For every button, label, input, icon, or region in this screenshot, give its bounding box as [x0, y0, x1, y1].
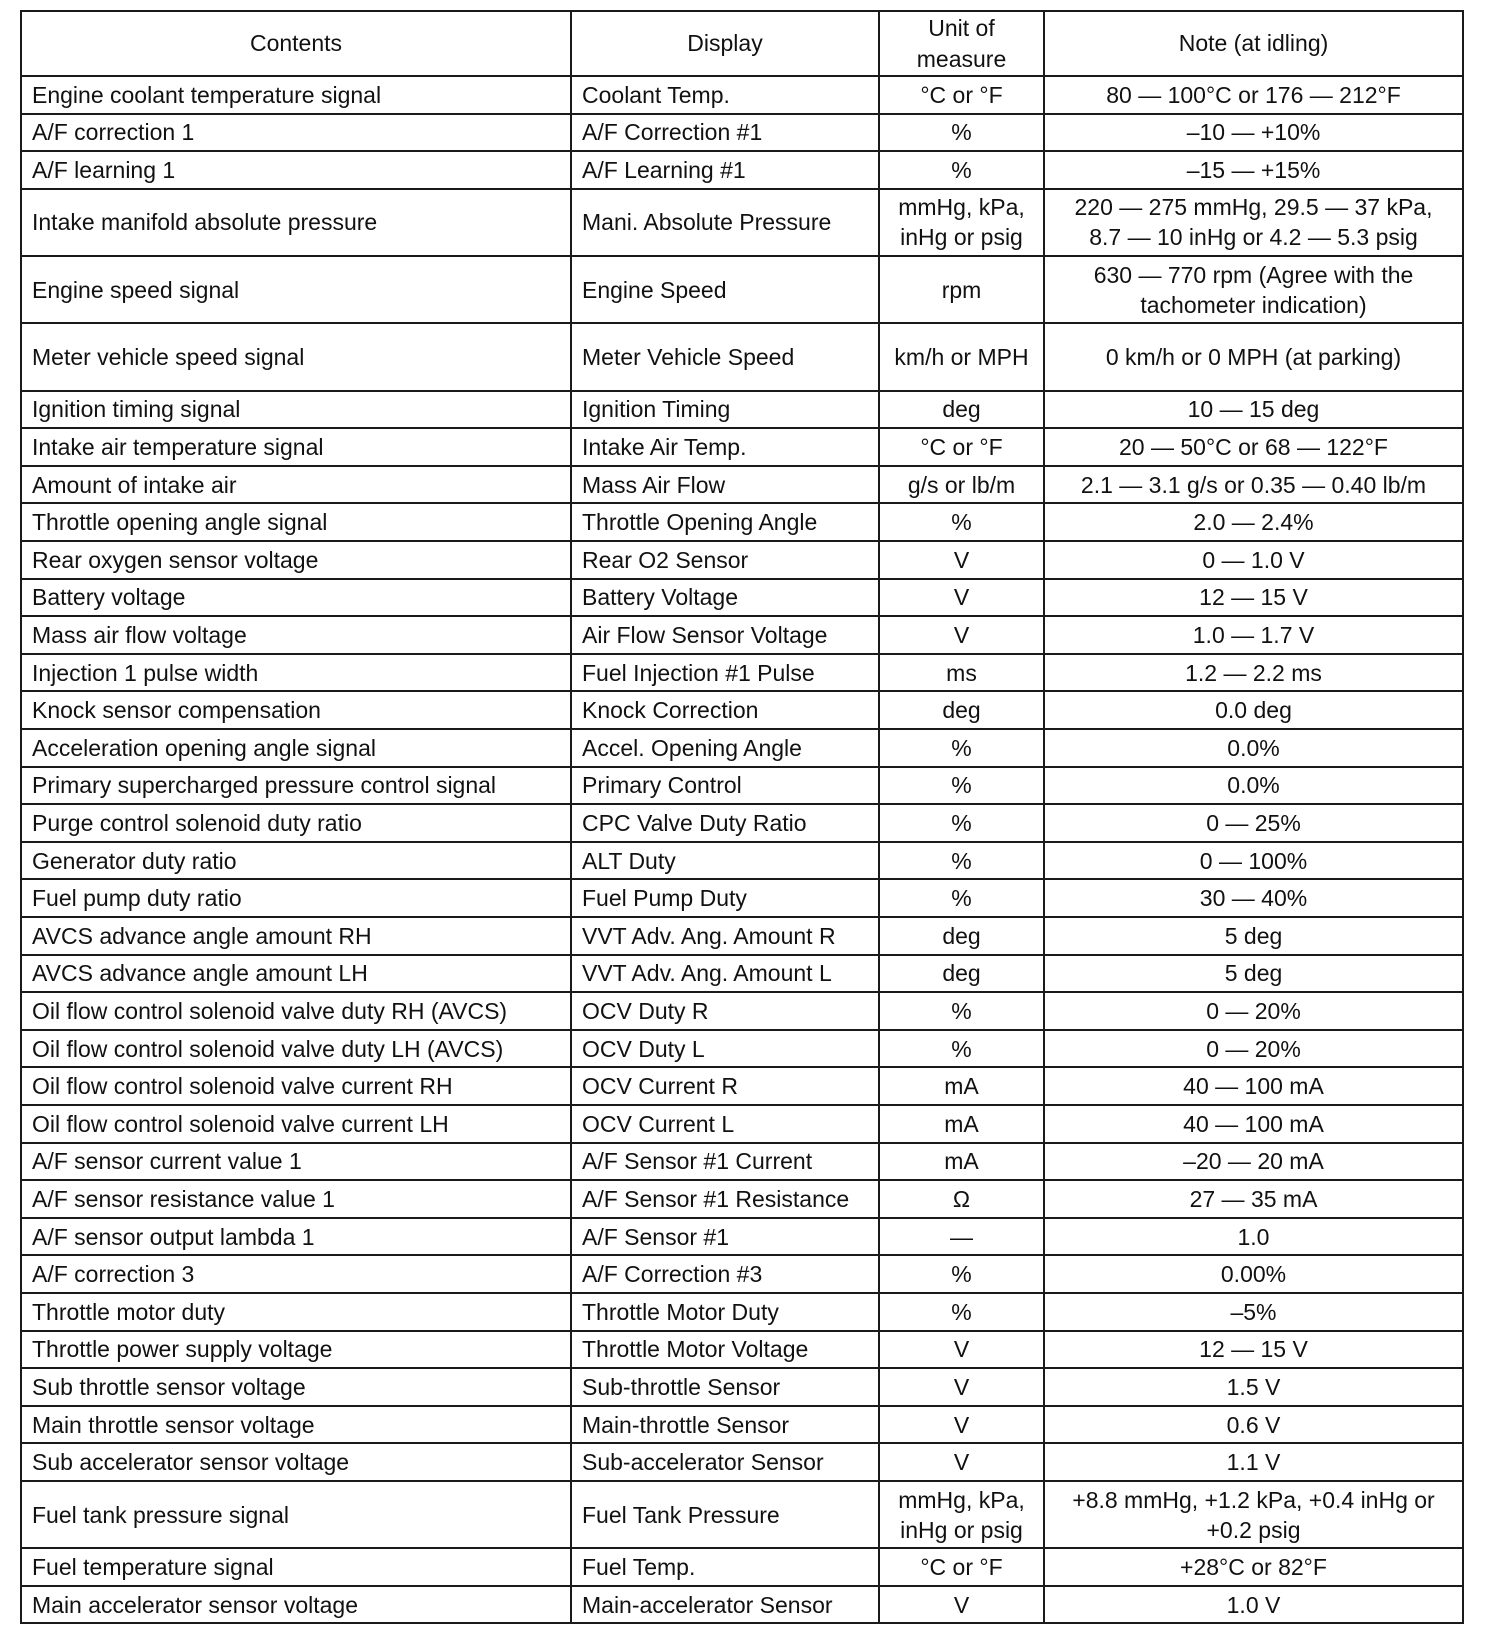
cell-contents: Sub throttle sensor voltage	[21, 1368, 571, 1406]
table-row	[21, 879, 1463, 917]
table-row	[21, 729, 1463, 767]
cell-unit: V	[879, 1443, 1044, 1481]
table-row	[21, 1293, 1463, 1331]
cell-display: OCV Duty L	[571, 1030, 879, 1068]
cell-unit: V	[879, 1368, 1044, 1406]
cell-contents: Injection 1 pulse width	[21, 654, 571, 692]
table-row	[21, 1586, 1463, 1624]
cell-note: 0 — 1.0 V	[1044, 541, 1463, 579]
cell-display: Fuel Injection #1 Pulse	[571, 654, 879, 692]
cell-contents: Throttle opening angle signal	[21, 503, 571, 541]
cell-note: 0 — 100%	[1044, 842, 1463, 880]
header-display: Display	[571, 11, 879, 76]
cell-unit: mA	[879, 1067, 1044, 1105]
cell-contents: Primary supercharged pressure control signal	[21, 767, 571, 805]
cell-unit: %	[879, 1030, 1044, 1068]
cell-contents: Mass air flow voltage	[21, 616, 571, 654]
cell-contents: Oil flow control solenoid valve current LH	[21, 1105, 571, 1143]
cell-display: OCV Current L	[571, 1105, 879, 1143]
table-row	[21, 256, 1463, 323]
cell-unit: %	[879, 804, 1044, 842]
table-row	[21, 541, 1463, 579]
cell-unit: V	[879, 616, 1044, 654]
cell-note: 10 — 15 deg	[1044, 391, 1463, 429]
cell-note: 12 — 15 V	[1044, 579, 1463, 617]
cell-unit: rpm	[879, 256, 1044, 323]
table-row	[21, 151, 1463, 189]
cell-contents: Purge control solenoid duty ratio	[21, 804, 571, 842]
cell-contents: Engine coolant temperature signal	[21, 76, 571, 114]
cell-note: 5 deg	[1044, 917, 1463, 955]
table-row	[21, 391, 1463, 429]
table-row	[21, 616, 1463, 654]
cell-unit: %	[879, 503, 1044, 541]
cell-contents: Intake manifold absolute pressure	[21, 189, 571, 256]
table-row	[21, 114, 1463, 152]
data-monitor-spec-sheet	[20, 10, 1462, 1624]
cell-contents: Engine speed signal	[21, 256, 571, 323]
table-row	[21, 1481, 1463, 1548]
table-row	[21, 1331, 1463, 1369]
cell-note: 0 — 25%	[1044, 804, 1463, 842]
cell-contents: A/F learning 1	[21, 151, 571, 189]
table-row	[21, 1406, 1463, 1444]
cell-contents: Generator duty ratio	[21, 842, 571, 880]
cell-note: 1.1 V	[1044, 1443, 1463, 1481]
cell-note: 0.6 V	[1044, 1406, 1463, 1444]
data-monitor-table	[20, 10, 1464, 1624]
cell-contents: A/F correction 1	[21, 114, 571, 152]
cell-unit: %	[879, 767, 1044, 805]
cell-unit: mA	[879, 1105, 1044, 1143]
cell-note: 1.0 — 1.7 V	[1044, 616, 1463, 654]
table-header	[21, 11, 1463, 76]
table-row	[21, 955, 1463, 993]
cell-contents: Oil flow control solenoid valve duty LH (AVCS)	[21, 1030, 571, 1068]
cell-unit: %	[879, 992, 1044, 1030]
cell-note: 40 — 100 mA	[1044, 1105, 1463, 1143]
cell-display: Fuel Tank Pressure	[571, 1481, 879, 1548]
table-row	[21, 691, 1463, 729]
cell-note: 1.5 V	[1044, 1368, 1463, 1406]
cell-contents: Sub accelerator sensor voltage	[21, 1443, 571, 1481]
cell-display: Fuel Temp.	[571, 1548, 879, 1586]
cell-display: Battery Voltage	[571, 579, 879, 617]
cell-contents: Intake air temperature signal	[21, 428, 571, 466]
cell-unit: g/s or lb/m	[879, 466, 1044, 504]
cell-contents: A/F correction 3	[21, 1255, 571, 1293]
cell-unit: V	[879, 1586, 1044, 1624]
table-row	[21, 1180, 1463, 1218]
header-contents: Contents	[21, 11, 571, 76]
cell-display: A/F Sensor #1 Current	[571, 1143, 879, 1181]
cell-display: Fuel Pump Duty	[571, 879, 879, 917]
cell-display: Sub-accelerator Sensor	[571, 1443, 879, 1481]
cell-contents: Throttle motor duty	[21, 1293, 571, 1331]
cell-unit: deg	[879, 391, 1044, 429]
cell-contents: Amount of intake air	[21, 466, 571, 504]
cell-contents: AVCS advance angle amount RH	[21, 917, 571, 955]
cell-contents: Fuel tank pressure signal	[21, 1481, 571, 1548]
cell-contents: A/F sensor current value 1	[21, 1143, 571, 1181]
cell-unit: V	[879, 1406, 1044, 1444]
cell-contents: Oil flow control solenoid valve current RH	[21, 1067, 571, 1105]
cell-display: Mass Air Flow	[571, 466, 879, 504]
cell-display: Accel. Opening Angle	[571, 729, 879, 767]
cell-unit: —	[879, 1218, 1044, 1256]
cell-unit: Ω	[879, 1180, 1044, 1218]
cell-note: 0 km/h or 0 MPH (at parking)	[1044, 323, 1463, 390]
cell-note: 220 — 275 mmHg, 29.5 — 37 kPa, 8.7 — 10 inHg or 4.2 — 5.3 psig	[1044, 189, 1463, 256]
cell-contents: Throttle power supply voltage	[21, 1331, 571, 1369]
table-row	[21, 1105, 1463, 1143]
cell-contents: Fuel pump duty ratio	[21, 879, 571, 917]
cell-unit: °C or °F	[879, 1548, 1044, 1586]
table-row	[21, 992, 1463, 1030]
cell-display: OCV Current R	[571, 1067, 879, 1105]
cell-display: Primary Control	[571, 767, 879, 805]
table-row	[21, 1143, 1463, 1181]
cell-display: Main-accelerator Sensor	[571, 1586, 879, 1624]
cell-display: Air Flow Sensor Voltage	[571, 616, 879, 654]
table-row	[21, 1218, 1463, 1256]
header-row	[21, 11, 1463, 76]
cell-display: Intake Air Temp.	[571, 428, 879, 466]
cell-unit: deg	[879, 691, 1044, 729]
cell-display: Throttle Motor Voltage	[571, 1331, 879, 1369]
cell-unit: V	[879, 579, 1044, 617]
table-row	[21, 917, 1463, 955]
cell-display: OCV Duty R	[571, 992, 879, 1030]
table-row	[21, 1067, 1463, 1105]
table-row	[21, 1255, 1463, 1293]
cell-unit: °C or °F	[879, 428, 1044, 466]
cell-display: VVT Adv. Ang. Amount R	[571, 917, 879, 955]
table-row	[21, 654, 1463, 692]
cell-contents: A/F sensor output lambda 1	[21, 1218, 571, 1256]
cell-display: A/F Correction #1	[571, 114, 879, 152]
cell-contents: Acceleration opening angle signal	[21, 729, 571, 767]
cell-display: A/F Correction #3	[571, 1255, 879, 1293]
cell-note: 630 — 770 rpm (Agree with the tachometer indication)	[1044, 256, 1463, 323]
cell-unit: ms	[879, 654, 1044, 692]
cell-display: VVT Adv. Ang. Amount L	[571, 955, 879, 993]
cell-unit: V	[879, 1331, 1044, 1369]
cell-contents: AVCS advance angle amount LH	[21, 955, 571, 993]
cell-display: ALT Duty	[571, 842, 879, 880]
cell-contents: A/F sensor resistance value 1	[21, 1180, 571, 1218]
cell-contents: Main accelerator sensor voltage	[21, 1586, 571, 1624]
cell-note: 5 deg	[1044, 955, 1463, 993]
cell-unit: deg	[879, 917, 1044, 955]
cell-contents: Main throttle sensor voltage	[21, 1406, 571, 1444]
table-row	[21, 1548, 1463, 1586]
cell-note: 0.0%	[1044, 767, 1463, 805]
table-row	[21, 76, 1463, 114]
cell-note: 0.0 deg	[1044, 691, 1463, 729]
cell-contents: Rear oxygen sensor voltage	[21, 541, 571, 579]
table-row	[21, 428, 1463, 466]
cell-note: +28°C or 82°F	[1044, 1548, 1463, 1586]
cell-unit: %	[879, 729, 1044, 767]
cell-display: A/F Sensor #1	[571, 1218, 879, 1256]
cell-display: Throttle Opening Angle	[571, 503, 879, 541]
cell-unit: mA	[879, 1143, 1044, 1181]
cell-note: –5%	[1044, 1293, 1463, 1331]
cell-contents: Battery voltage	[21, 579, 571, 617]
table-row	[21, 1443, 1463, 1481]
cell-note: 0.0%	[1044, 729, 1463, 767]
table-row	[21, 579, 1463, 617]
cell-note: –15 — +15%	[1044, 151, 1463, 189]
cell-note: –20 — 20 mA	[1044, 1143, 1463, 1181]
cell-display: Mani. Absolute Pressure	[571, 189, 879, 256]
cell-unit: %	[879, 879, 1044, 917]
cell-note: 0 — 20%	[1044, 992, 1463, 1030]
cell-note: 1.0	[1044, 1218, 1463, 1256]
cell-contents: Oil flow control solenoid valve duty RH (AVCS)	[21, 992, 571, 1030]
cell-display: Meter Vehicle Speed	[571, 323, 879, 390]
cell-note: 1.0 V	[1044, 1586, 1463, 1624]
cell-unit: km/h or MPH	[879, 323, 1044, 390]
cell-note: 1.2 — 2.2 ms	[1044, 654, 1463, 692]
cell-contents: Knock sensor compensation	[21, 691, 571, 729]
cell-note: +8.8 mmHg, +1.2 kPa, +0.4 inHg or +0.2 psig	[1044, 1481, 1463, 1548]
cell-display: A/F Learning #1	[571, 151, 879, 189]
table-row	[21, 804, 1463, 842]
cell-note: 27 — 35 mA	[1044, 1180, 1463, 1218]
table-row	[21, 767, 1463, 805]
cell-unit: deg	[879, 955, 1044, 993]
table-row	[21, 189, 1463, 256]
table-row	[21, 1368, 1463, 1406]
cell-note: 80 — 100°C or 176 — 212°F	[1044, 76, 1463, 114]
cell-note: 12 — 15 V	[1044, 1331, 1463, 1369]
table-row	[21, 323, 1463, 390]
cell-display: A/F Sensor #1 Resistance	[571, 1180, 879, 1218]
header-note: Note (at idling)	[1044, 11, 1463, 76]
cell-note: 0 — 20%	[1044, 1030, 1463, 1068]
cell-display: Throttle Motor Duty	[571, 1293, 879, 1331]
cell-contents: Ignition timing signal	[21, 391, 571, 429]
cell-display: Engine Speed	[571, 256, 879, 323]
cell-display: Main-throttle Sensor	[571, 1406, 879, 1444]
cell-unit: %	[879, 842, 1044, 880]
header-unit-of-measure: Unit of measure	[879, 11, 1044, 76]
table-body	[21, 76, 1463, 1623]
cell-note: 20 — 50°C or 68 — 122°F	[1044, 428, 1463, 466]
cell-note: 30 — 40%	[1044, 879, 1463, 917]
cell-display: Ignition Timing	[571, 391, 879, 429]
cell-unit: %	[879, 151, 1044, 189]
cell-display: CPC Valve Duty Ratio	[571, 804, 879, 842]
cell-note: 40 — 100 mA	[1044, 1067, 1463, 1105]
cell-note: 0.00%	[1044, 1255, 1463, 1293]
cell-note: –10 — +10%	[1044, 114, 1463, 152]
table-row	[21, 466, 1463, 504]
table-row	[21, 503, 1463, 541]
cell-unit: %	[879, 1293, 1044, 1331]
cell-unit: mmHg, kPa, inHg or psig	[879, 189, 1044, 256]
cell-unit: %	[879, 114, 1044, 152]
cell-note: 2.0 — 2.4%	[1044, 503, 1463, 541]
cell-unit: °C or °F	[879, 76, 1044, 114]
cell-contents: Meter vehicle speed signal	[21, 323, 571, 390]
cell-unit: %	[879, 1255, 1044, 1293]
cell-display: Knock Correction	[571, 691, 879, 729]
cell-note: 2.1 — 3.1 g/s or 0.35 — 0.40 lb/m	[1044, 466, 1463, 504]
cell-display: Sub-throttle Sensor	[571, 1368, 879, 1406]
cell-display: Rear O2 Sensor	[571, 541, 879, 579]
table-row	[21, 1030, 1463, 1068]
table-row	[21, 842, 1463, 880]
cell-unit: V	[879, 541, 1044, 579]
cell-contents: Fuel temperature signal	[21, 1548, 571, 1586]
cell-display: Coolant Temp.	[571, 76, 879, 114]
cell-unit: mmHg, kPa, inHg or psig	[879, 1481, 1044, 1548]
